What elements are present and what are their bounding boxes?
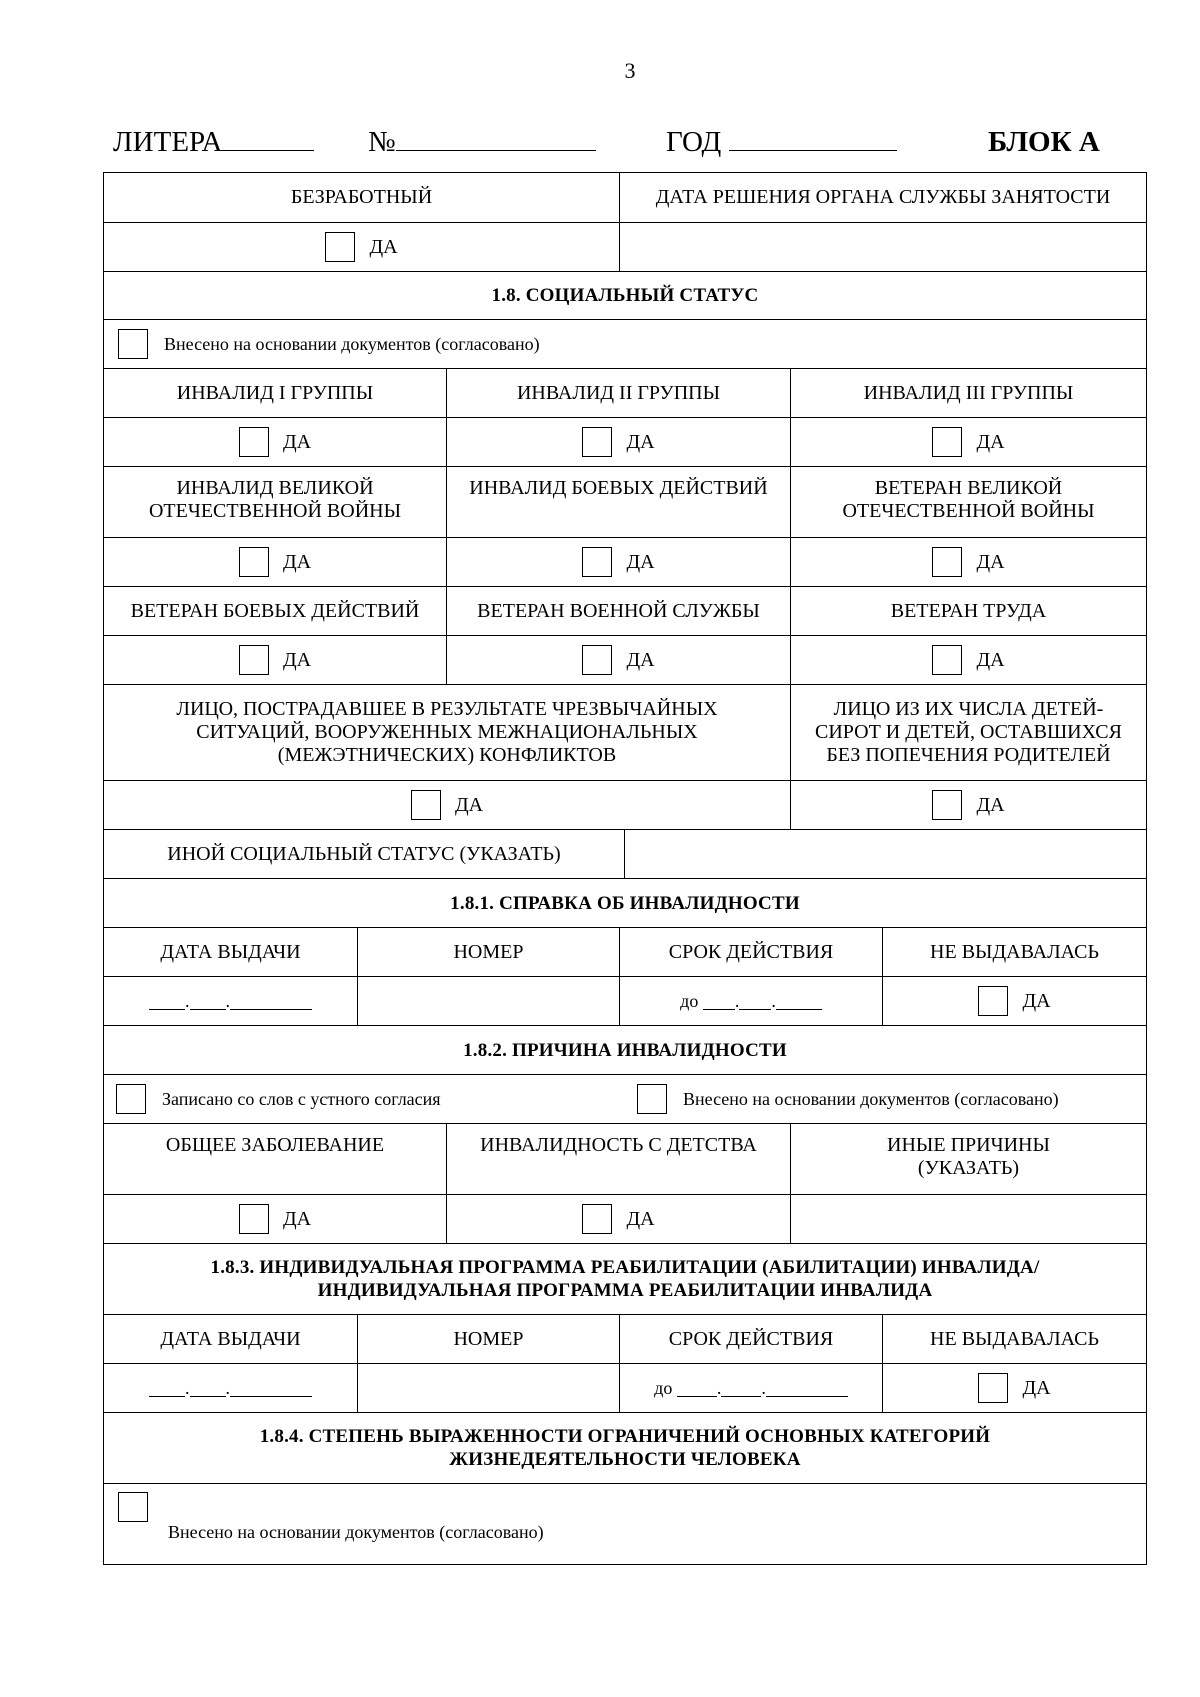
certificate-number-input[interactable]: [357, 977, 619, 1025]
section-title-1-8-4-line2: ЖИЗНЕДЕЯТЕЛЬНОСТИ ЧЕЛОВЕКА: [449, 1449, 801, 1470]
veterans-row: [104, 466, 1146, 537]
group-1-checkbox[interactable]: [239, 427, 269, 457]
disability-groups-row: [104, 368, 1146, 417]
disabled-group-3-label: ИНВАЛИД III ГРУППЫ: [790, 369, 1146, 417]
other-status-input[interactable]: [624, 830, 1146, 878]
orphan-label: ЛИЦО ИЗ ИХ ЧИСЛА ДЕТЕЙ-СИРОТ И ДЕТЕЙ, ОСТАВШИХСЯ БЕЗ ПОПЕЧЕНИЯ РОДИТЕЛЕЙ: [790, 685, 1146, 780]
orphan-yes-cell: [790, 781, 1146, 829]
military-veteran-label: ВЕТЕРАН ВОЕННОЙ СЛУЖБЫ: [446, 587, 790, 635]
form-frame: [103, 172, 1147, 1565]
certificate-columns-row: [104, 927, 1146, 976]
yes-label: ДА: [454, 793, 484, 816]
yes-label: ДА: [626, 430, 655, 453]
docs-note: Внесено на основании документов (согласовано): [683, 1088, 1059, 1109]
unemployed-header-row: [104, 173, 1146, 222]
rehab-number-label: НОМЕР: [357, 1315, 619, 1363]
wwii-invalid-yes-cell: [104, 538, 446, 586]
limitations-title-row: [104, 1412, 1146, 1483]
general-disease-checkbox[interactable]: [239, 1204, 269, 1234]
number-field[interactable]: [368, 126, 596, 159]
disability-groups-values-row: [104, 417, 1146, 466]
social-status-docs-row: [104, 319, 1146, 368]
other-status-label: ИНОЙ СОЦИАЛЬНЫЙ СТАТУС (УКАЗАТЬ): [167, 842, 561, 865]
yes-label: ДА: [369, 235, 398, 258]
section-title-1-8-3-line1: 1.8.3. ИНДИВИДУАЛЬНАЯ ПРОГРАММА РЕАБИЛИТАЦИИ (АБИЛИТАЦИИ) ИНВАЛИДА/: [210, 1257, 1040, 1278]
other-status-row: [104, 829, 1146, 878]
rehab-not-issued-checkbox[interactable]: [978, 1373, 1008, 1403]
group-3-yes-cell: [790, 418, 1146, 466]
rehab-title-row: [104, 1243, 1146, 1314]
unemployed-value-row: [104, 222, 1146, 271]
general-disease-label: ОБЩЕЕ ЗАБОЛЕВАНИЕ: [165, 1134, 385, 1156]
wwii-veteran-yes-cell: [790, 538, 1146, 586]
not-issued-checkbox[interactable]: [978, 986, 1008, 1016]
section-title-1-8-4-line1: 1.8.4. СТЕПЕНЬ ВЫРАЖЕННОСТИ ОГРАНИЧЕНИЙ ОСНОВНЫХ КАТЕГОРИЙ: [259, 1426, 991, 1447]
childhood-checkbox[interactable]: [582, 1204, 612, 1234]
section-title-1-8-2: 1.8.2. ПРИЧИНА ИНВАЛИДНОСТИ: [463, 1039, 787, 1061]
unemployed-yes-cell: [104, 223, 619, 271]
military-veteran-yes-cell: [446, 636, 790, 684]
decision-date-input[interactable]: [619, 223, 1146, 271]
yes-label: ДА: [282, 430, 312, 453]
section-title-1-8: 1.8. СОЦИАЛЬНЫЙ СТАТУС: [491, 285, 759, 306]
rehab-not-issued-yes-cell: [882, 1364, 1146, 1412]
number-label: НОМЕР: [357, 928, 619, 976]
wwii-invalid-checkbox[interactable]: [239, 547, 269, 577]
combat-invalid-yes-cell: [446, 538, 790, 586]
rehab-validity-label: СРОК ДЕЙСТВИЯ: [619, 1315, 882, 1363]
cause-values-row: [104, 1194, 1146, 1243]
combat-veteran-checkbox[interactable]: [239, 645, 269, 675]
until-label: до: [680, 990, 699, 1011]
combat-veteran-yes-cell: [104, 636, 446, 684]
wwii-invalid-label: ИНВАЛИД ВЕЛИКОЙ ОТЕЧЕСТВЕННОЙ ВОЙНЫ: [148, 477, 402, 522]
childhood-yes-cell: [446, 1195, 790, 1243]
validity-input[interactable]: до . .: [619, 977, 882, 1025]
orphan-checkbox[interactable]: [932, 790, 962, 820]
section-title-1-8-1: 1.8.1. СПРАВКА ОБ ИНВАЛИДНОСТИ: [450, 892, 800, 914]
limitations-docs-row: [104, 1483, 1146, 1564]
yes-label: ДА: [976, 550, 1005, 573]
yes-label: ДА: [1022, 989, 1051, 1012]
cause-docs-option: [625, 1075, 1146, 1123]
issue-date-label: ДАТА ВЫДАЧИ: [160, 940, 301, 963]
validity-label: СРОК ДЕЙСТВИЯ: [619, 928, 882, 976]
section-title-1-8-3-line2: ИНДИВИДУАЛЬНАЯ ПРОГРАММА РЕАБИЛИТАЦИИ ИНВАЛИДА: [317, 1280, 933, 1301]
unemployed-label: БЕЗРАБОТНЫЙ: [290, 186, 433, 208]
cause-title-row: [104, 1025, 1146, 1074]
issue-date-input[interactable]: . .: [104, 977, 357, 1025]
childhood-disability-label: ИНВАЛИДНОСТЬ С ДЕТСТВА: [446, 1124, 790, 1194]
other-causes-label: ИНЫЕ ПРИЧИНЫ (УКАЗАТЬ): [790, 1124, 1146, 1194]
rehab-validity-input[interactable]: до . .: [619, 1364, 882, 1412]
rehab-not-issued-label: НЕ ВЫДАВАЛАСЬ: [882, 1315, 1146, 1363]
rehab-issue-date-label: ДАТА ВЫДАЧИ: [160, 1327, 301, 1350]
until-label: до: [654, 1377, 673, 1398]
group-3-checkbox[interactable]: [932, 427, 962, 457]
yes-label: ДА: [976, 793, 1005, 816]
block-label: БЛОК А: [988, 126, 1100, 158]
social-status-docs-checkbox[interactable]: [118, 329, 148, 359]
cause-notes-row: [104, 1074, 1146, 1123]
litera-field[interactable]: [113, 126, 314, 159]
veterans-2-row: [104, 586, 1146, 635]
yes-label: ДА: [626, 648, 655, 671]
disabled-group-1-label: ИНВАЛИД I ГРУППЫ: [176, 381, 374, 404]
rehab-values-row: [104, 1363, 1146, 1412]
veterans-values-row: [104, 537, 1146, 586]
disabled-group-2-label: ИНВАЛИД II ГРУППЫ: [446, 369, 790, 417]
labor-veteran-checkbox[interactable]: [932, 645, 962, 675]
yes-label: ДА: [1022, 1376, 1051, 1399]
emergency-yes-cell: [104, 781, 790, 829]
general-disease-yes-cell: [104, 1195, 446, 1243]
emergency-orphan-values-row: [104, 780, 1146, 829]
combat-invalid-checkbox[interactable]: [582, 547, 612, 577]
military-veteran-checkbox[interactable]: [582, 645, 612, 675]
year-label: ГОД: [666, 126, 722, 158]
decision-date-label: ДАТА РЕШЕНИЯ ОРГАНА СЛУЖБЫ ЗАНЯТОСТИ: [619, 173, 1146, 222]
social-status-title-row: [104, 271, 1146, 319]
verbal-consent-checkbox[interactable]: [116, 1084, 146, 1114]
docs-note: Внесено на основании документов (согласовано): [164, 333, 540, 354]
combat-veteran-label: ВЕТЕРАН БОЕВЫХ ДЕЙСТВИЙ: [130, 599, 420, 622]
wwii-veteran-label: ВЕТЕРАН ВЕЛИКОЙ ОТЕЧЕСТВЕННОЙ ВОЙНЫ: [790, 467, 1146, 537]
emergency-victim-label: ЛИЦО, ПОСТРАДАВШЕЕ В РЕЗУЛЬТАТЕ ЧРЕЗВЫЧАЙНЫХ СИТУАЦИЙ, ВООРУЖЕННЫХ МЕЖНАЦИОНАЛЬНЫХ (МЕЖЭТНИЧЕСКИХ) КОНФЛИКТОВ: [176, 698, 718, 766]
year-field[interactable]: [666, 126, 897, 159]
emergency-checkbox[interactable]: [411, 790, 441, 820]
rehab-number-input[interactable]: [357, 1364, 619, 1412]
verbal-consent-option: [104, 1075, 625, 1123]
emergency-orphan-row: [104, 684, 1146, 780]
labor-veteran-yes-cell: [790, 636, 1146, 684]
not-issued-label: НЕ ВЫДАВАЛАСЬ: [882, 928, 1146, 976]
page-number: 3: [624, 58, 636, 83]
form-header: [113, 126, 1153, 162]
docs-note: Внесено на основании документов (согласовано): [168, 1522, 544, 1542]
combat-invalid-label: ИНВАЛИД БОЕВЫХ ДЕЙСТВИЙ: [446, 467, 790, 537]
yes-label: ДА: [282, 550, 312, 573]
certificate-values-row: [104, 976, 1146, 1025]
rehab-columns-row: [104, 1314, 1146, 1363]
not-issued-yes-cell: [882, 977, 1146, 1025]
unemployed-checkbox[interactable]: [325, 232, 355, 262]
cause-docs-checkbox[interactable]: [637, 1084, 667, 1114]
labor-veteran-label: ВЕТЕРАН ТРУДА: [790, 587, 1146, 635]
veterans-2-values-row: [104, 635, 1146, 684]
limitations-docs-checkbox[interactable]: [118, 1492, 148, 1522]
yes-label: ДА: [626, 550, 655, 573]
yes-label: ДА: [282, 648, 312, 671]
cause-columns-row: [104, 1123, 1146, 1194]
yes-label: ДА: [976, 430, 1005, 453]
certificate-title-row: [104, 878, 1146, 927]
yes-label: ДА: [976, 648, 1005, 671]
wwii-veteran-checkbox[interactable]: [932, 547, 962, 577]
group-1-yes-cell: [104, 418, 446, 466]
yes-label: ДА: [626, 1207, 655, 1230]
group-2-yes-cell: [446, 418, 790, 466]
group-2-checkbox[interactable]: [582, 427, 612, 457]
number-label: №: [368, 126, 396, 158]
litera-label: ЛИТЕРА: [113, 126, 223, 158]
other-causes-input[interactable]: [790, 1195, 1146, 1243]
verbal-note: Записано со слов с устного согласия: [162, 1088, 441, 1109]
yes-label: ДА: [282, 1207, 312, 1230]
rehab-issue-date-input[interactable]: . .: [104, 1364, 357, 1412]
